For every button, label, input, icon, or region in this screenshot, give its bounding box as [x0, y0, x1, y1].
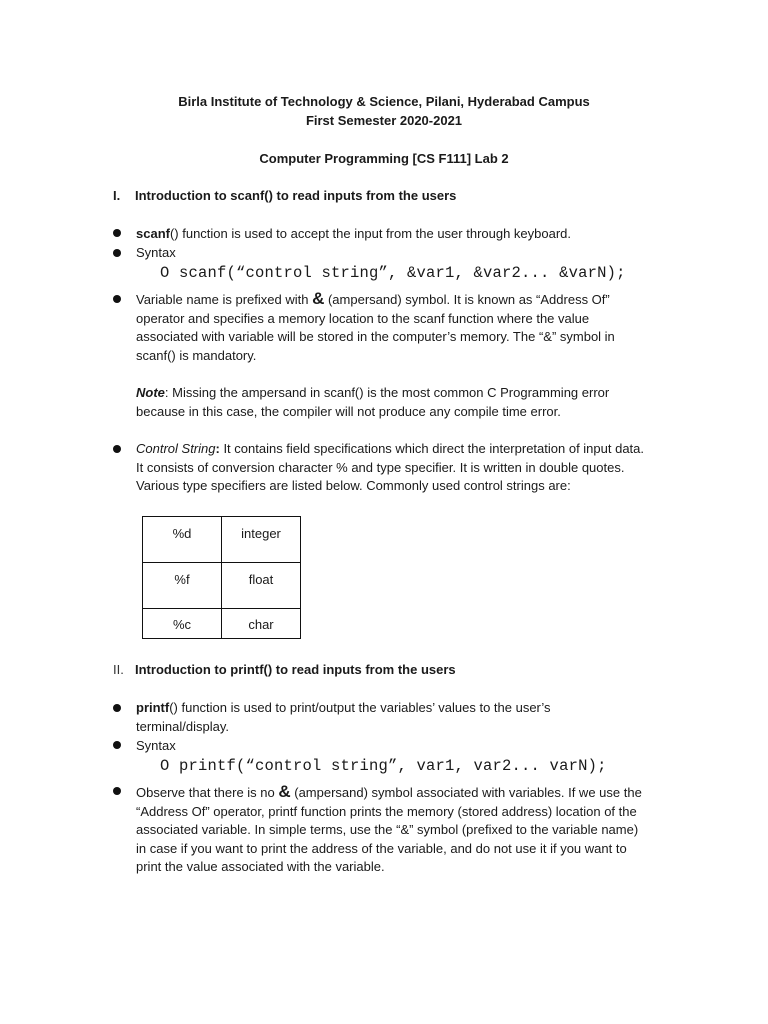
bullet-icon — [113, 445, 121, 453]
bullet-icon — [113, 229, 121, 237]
scanf-syntax-code: O scanf(“control string”, &var1, &var2... &varN); — [160, 264, 626, 282]
scanf-term: scanf — [136, 226, 170, 241]
ampersand-symbol: & — [278, 782, 291, 801]
section-1-heading — [113, 188, 456, 203]
bullet-icon — [113, 704, 121, 712]
section-2-heading — [113, 662, 456, 677]
bullet-icon — [113, 787, 121, 795]
bullet-icon — [113, 295, 121, 303]
section-2-number: II. — [113, 662, 124, 677]
control-string-explanation: Control String: It contains field specifications which direct the interpretation of input data. It consists of conversion character % and type specifier. It is written in double quotes. Various type specifiers are listed below. Commonly used control strings are: — [136, 441, 645, 494]
note-paragraph: Note: Missing the ampersand in scanf() is the most common C Programming error because in this case, the compiler will not produce any compile time error. — [136, 385, 610, 419]
control-string-term: Control String — [136, 441, 216, 456]
table-cell: %f — [143, 563, 222, 609]
printf-description: printf() function is used to print/output the variables’ values to the user’s terminal/display. — [136, 700, 551, 734]
course-title: Computer Programming [CS F111] Lab 2 — [259, 151, 509, 166]
table-cell: integer — [222, 517, 301, 563]
ampersand-symbol: & — [312, 289, 325, 308]
section-1-title: Introduction to scanf() to read inputs from the users — [135, 188, 457, 203]
table-cell: %d — [143, 517, 222, 563]
format-specifier-table — [142, 516, 301, 639]
bullet-icon — [113, 249, 121, 257]
section-2-title: Introduction to printf() to read inputs from the users — [135, 662, 456, 677]
table-row — [143, 609, 301, 639]
table-cell: char — [222, 609, 301, 639]
syntax-label: Syntax — [136, 738, 176, 753]
syntax-label: Syntax — [136, 245, 176, 260]
table-cell: %c — [143, 609, 222, 639]
table-cell: float — [222, 563, 301, 609]
table-row — [143, 563, 301, 609]
bullet-icon — [113, 741, 121, 749]
printf-ampersand-explanation: Observe that there is no & (ampersand) symbol associated with variables. If we use the “Address Of” operator, printf function prints the memory (stored address) location of the associated variable. In simple terms, use the “&” symbol (prefixed to the variable name) in case if you want to print the address of the variable, and do not use it if you want to print the value associated with the variable. — [136, 782, 642, 875]
printf-syntax-code: O printf(“control string”, var1, var2... varN); — [160, 757, 607, 775]
note-label: Note — [136, 385, 165, 400]
ampersand-explanation: Variable name is prefixed with & (ampersand) symbol. It is known as “Address Of” operator and specifies a memory location to the scanf function where the value associated with variable will be stored in the computer’s memory. The “&” symbol in scanf() is mandatory. — [136, 289, 615, 363]
scanf-description: scanf() function is used to accept the input from the user through keyboard. — [136, 226, 572, 241]
printf-term: printf — [136, 700, 170, 715]
semester-title: First Semester 2020-2021 — [305, 113, 463, 128]
table-row — [143, 517, 301, 563]
institute-title: Birla Institute of Technology & Science, Pilani, Hyderabad Campus — [178, 94, 590, 109]
section-1-number: I. — [113, 188, 121, 203]
